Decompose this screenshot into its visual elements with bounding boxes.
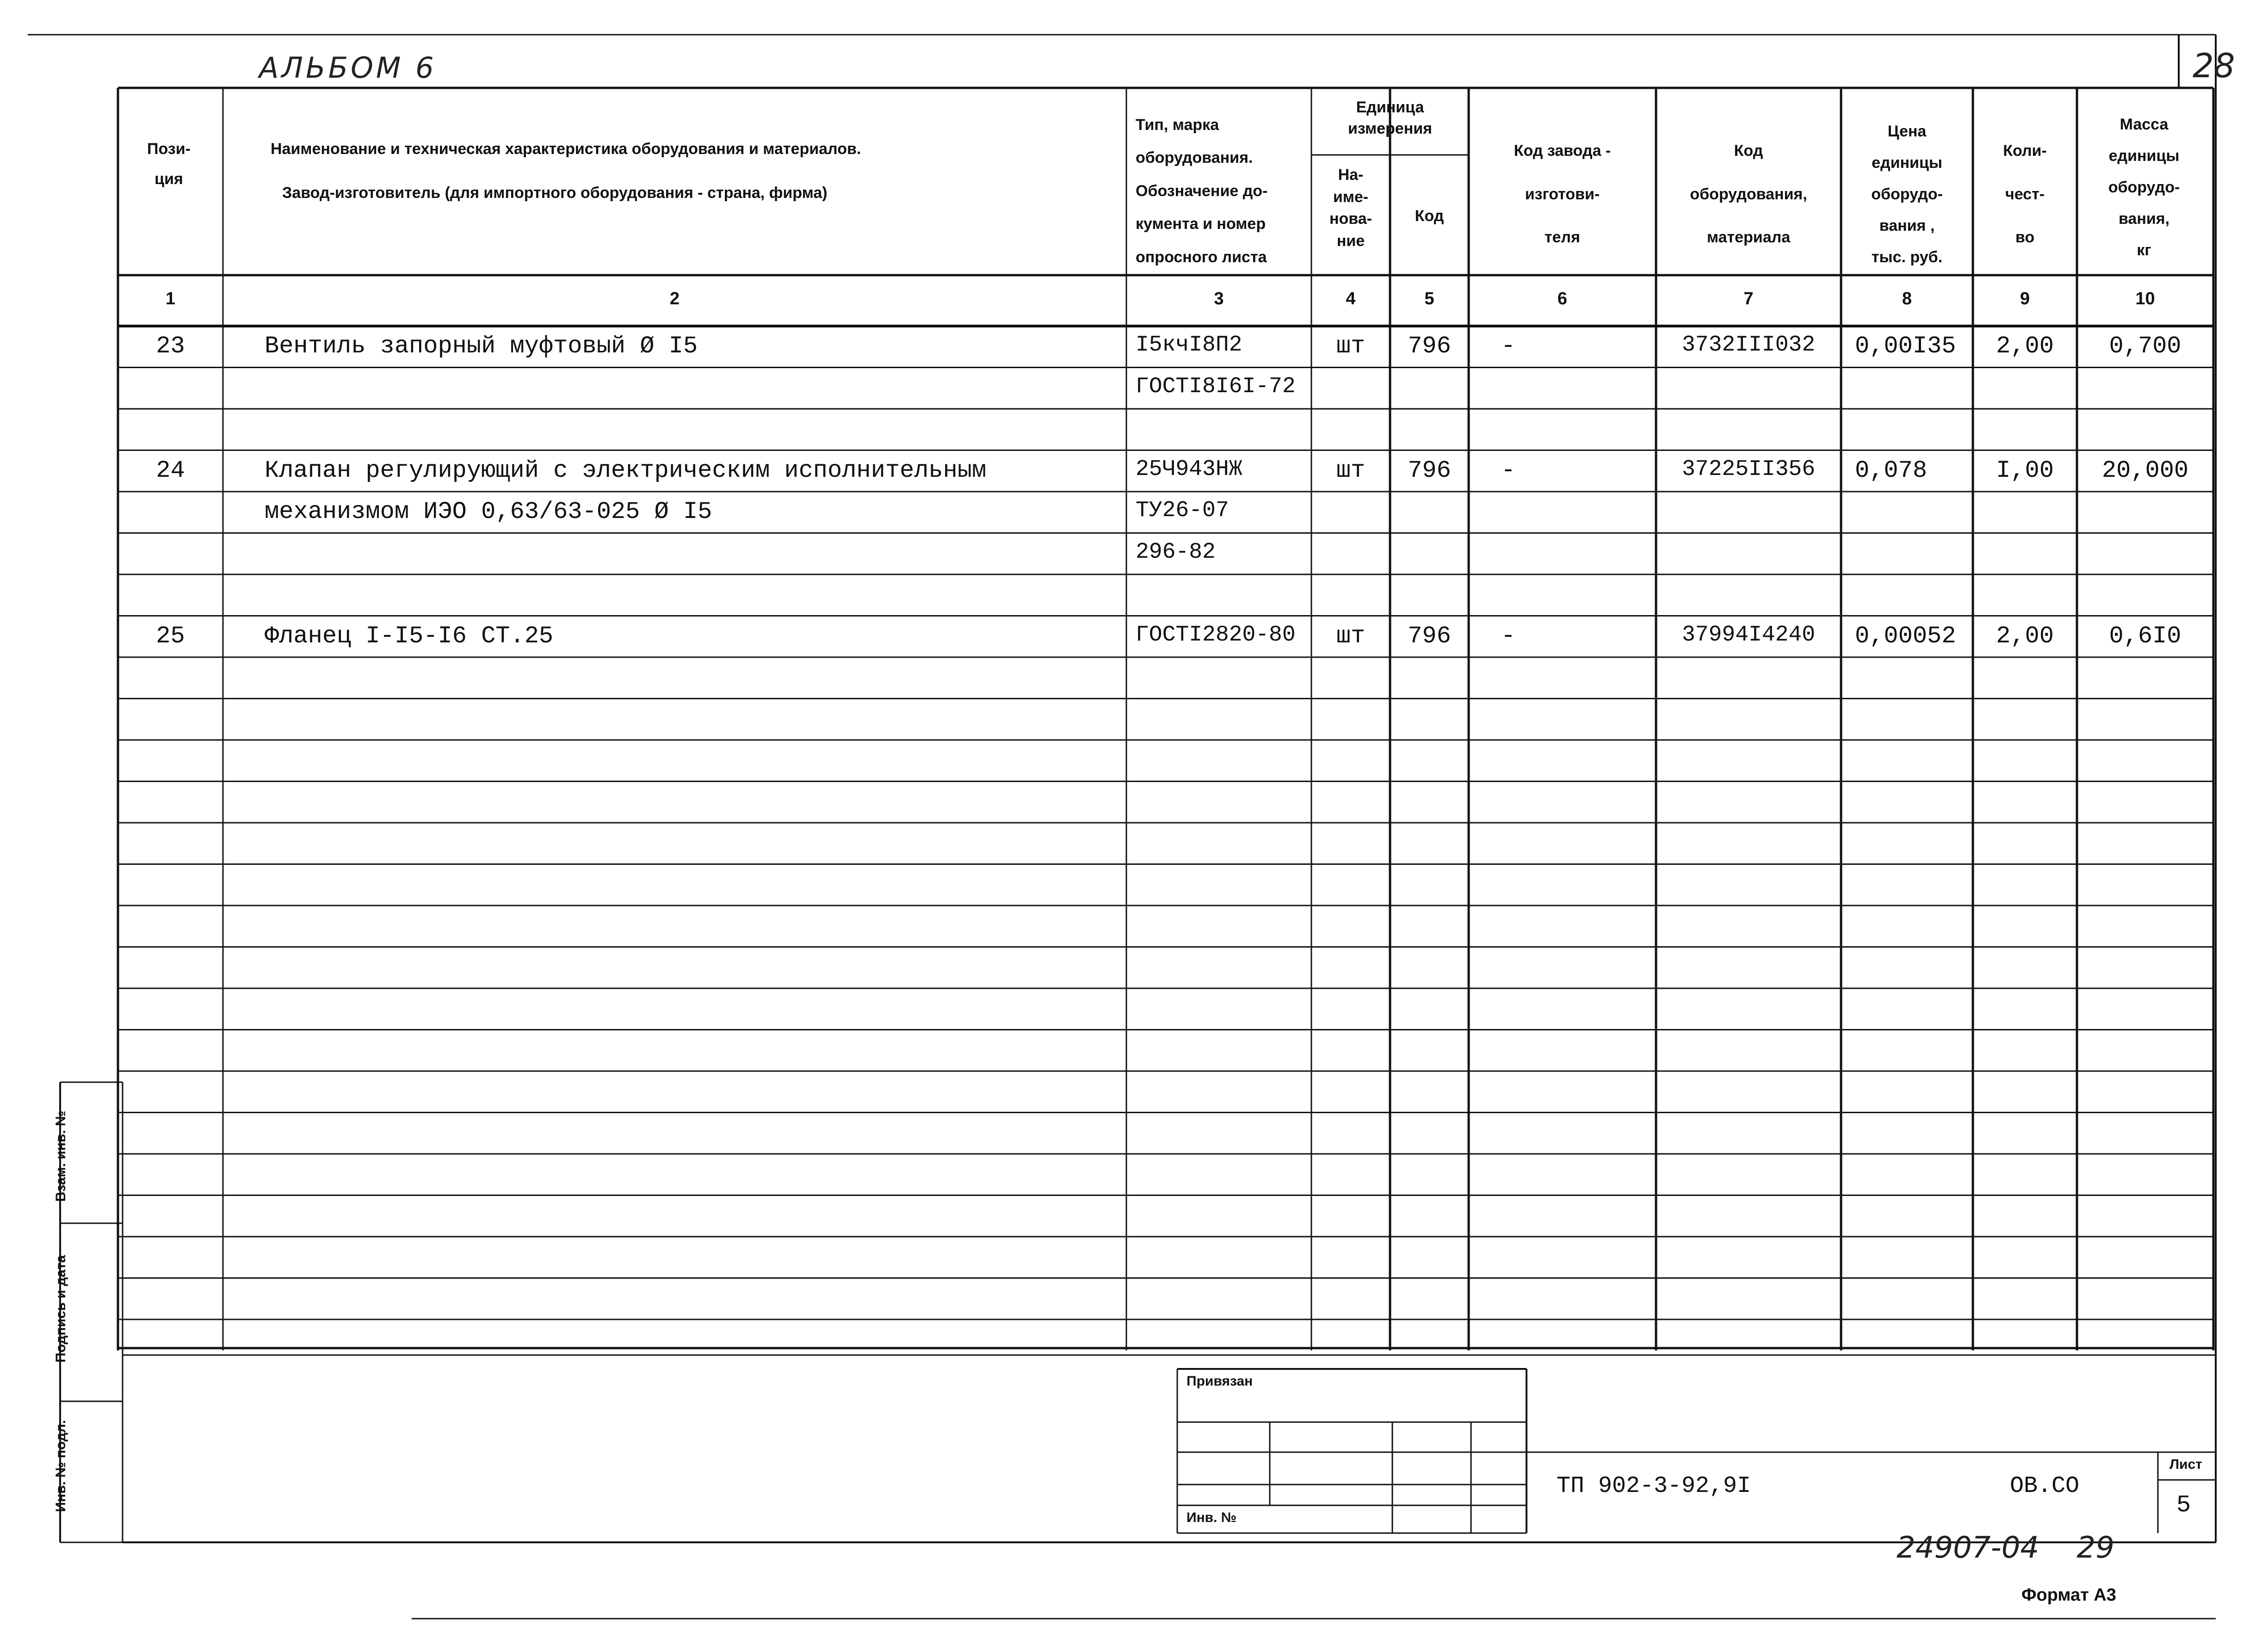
side-label-vzam-inv: Взам. инв. № (53, 1110, 68, 1202)
page-number-handwritten: 28 (2193, 46, 2235, 85)
equipment-code-cell: 37225II356 (1681, 456, 1816, 482)
format-label: Формат А3 (2021, 1585, 2116, 1605)
column-number-7: 7 (1743, 289, 1754, 308)
equipment-code-cell: 3732III032 (1681, 333, 1816, 357)
price-cell: 0,00I35 (1855, 333, 1956, 360)
equipment-code-cell: 37994I4240 (1681, 622, 1816, 647)
name-cell: Фланец I-I5-I6 СТ.25 (265, 622, 554, 650)
unit-code-cell: 796 (1408, 622, 1451, 650)
unit-name-cell: шт (1336, 456, 1366, 484)
position-cell: 24 (156, 456, 185, 484)
stamp-sheet-label: Лист (2169, 1457, 2202, 1472)
stamp-sheet-number: 5 (2176, 1491, 2191, 1519)
position-cell: 23 (156, 333, 185, 360)
quantity-cell: 2,00 (1996, 622, 2054, 650)
name-cell: Клапан регулирующий с электрическим исполнительным (265, 456, 987, 484)
header-unit-name: На- име- нова- ние (1329, 166, 1372, 250)
album-label: АЛЬБОМ 6 (259, 51, 437, 85)
header-mass: Масса единицы оборудо- вания, кг (2108, 116, 2180, 259)
plant-code-cell: - (1501, 333, 1516, 360)
stamp-section-code: ОВ.СО (2010, 1473, 2080, 1499)
name-cell: Вентиль запорный муфтовый Ø I5 (265, 333, 698, 360)
quantity-cell: 2,00 (1996, 333, 2054, 360)
column-number-6: 6 (1557, 289, 1568, 308)
type-cell: ГОСТI8I6I-72 (1136, 374, 1296, 399)
price-cell: 0,078 (1855, 456, 1928, 484)
unit-name-cell: шт (1336, 622, 1366, 650)
column-number-9: 9 (2020, 289, 2030, 308)
column-number-3: 3 (1214, 289, 1224, 308)
header-type: Тип, марка оборудования. Обозначение до- кумента и номер опросного листа (1136, 116, 1268, 266)
header-position: Пози- ция (147, 140, 191, 188)
side-label-podpis-data: Подпись и дата (53, 1255, 68, 1363)
header-price: Цена единицы оборудо- вания , тыс. руб. (1871, 123, 1943, 266)
unit-code-cell: 796 (1408, 333, 1451, 360)
column-number-10: 10 (2135, 289, 2155, 308)
column-number-1: 1 (165, 289, 176, 308)
column-number-8: 8 (1902, 289, 1912, 308)
plant-code-cell: - (1501, 456, 1516, 484)
column-number-4: 4 (1346, 289, 1356, 308)
type-cell: 25Ч943НЖ (1136, 456, 1242, 482)
stamp-inv-no: Инв. № (1187, 1510, 1237, 1525)
type-cell: ГОСТI2820-80 (1136, 622, 1296, 647)
header-name-line1: Наименование и техническая характеристика оборудования и материалов. (271, 140, 861, 158)
header-plant-code: Код завода - изготови- теля (1514, 142, 1611, 246)
header-unit-group: Единица измерения (1348, 99, 1432, 137)
unit-name-cell: шт (1336, 333, 1366, 360)
mass-cell: 20,000 (2101, 456, 2189, 484)
column-number-5: 5 (1424, 289, 1434, 308)
header-quantity: Коли- чест- во (2003, 142, 2047, 246)
quantity-cell: I,00 (1996, 456, 2054, 484)
type-cell: I5кчI8П2 (1136, 333, 1242, 357)
stamp-document-code: ТП 902-3-92,9I (1557, 1473, 1751, 1499)
header-unit-code: Код (1415, 207, 1444, 225)
mass-cell: 0,6I0 (2109, 622, 2181, 650)
position-cell: 25 (156, 622, 185, 650)
header-equipment-code: Код оборудования, материала (1690, 142, 1807, 246)
side-label-inv-podl: Инв. № подл. (53, 1420, 68, 1512)
column-number-2: 2 (669, 289, 680, 308)
bottom-handwritten-number: 24907-04 29 (1897, 1531, 2114, 1565)
type-cell: ТУ26-07 (1136, 498, 1229, 523)
header-name-line2: Завод-изготовитель (для импортного оборудования - страна, фирма) (282, 184, 828, 202)
price-cell: 0,00052 (1855, 622, 1956, 650)
type-cell: 296-82 (1136, 539, 1216, 565)
plant-code-cell: - (1501, 622, 1516, 650)
unit-code-cell: 796 (1408, 456, 1451, 484)
mass-cell: 0,700 (2109, 333, 2181, 360)
name-cell: механизмом ИЭО 0,63/63-025 Ø I5 (265, 498, 712, 525)
stamp-privyazan: Привязан (1187, 1374, 1253, 1389)
